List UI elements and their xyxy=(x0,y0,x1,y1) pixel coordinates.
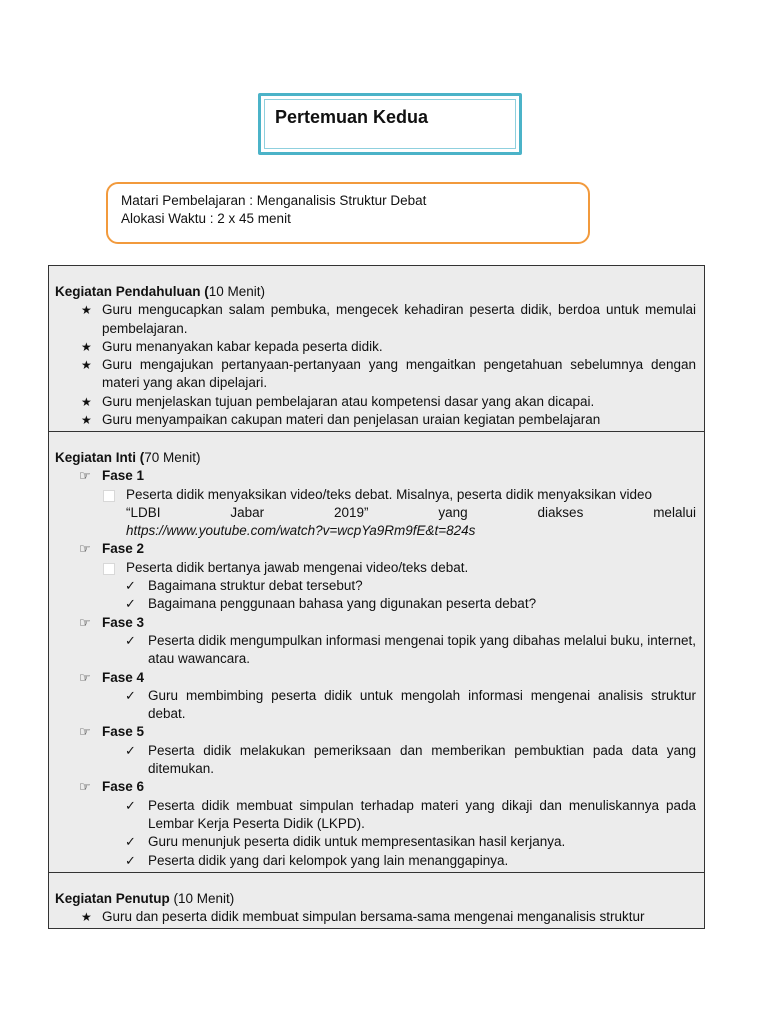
list-item: ★ Guru dan peserta didik membuat simpulan bersama-sama mengenai menganalisis struktur xyxy=(55,908,696,926)
pointing-hand-icon: ☞ xyxy=(79,614,91,630)
list-item: ✓ Guru menunjuk peserta didik untuk mempresentasikan hasil kerjanya. xyxy=(55,833,696,851)
materi-text: Matari Pembelajaran : Menganalisis Struktur Debat xyxy=(121,193,427,208)
fase-label: ☞ Fase 4 xyxy=(55,669,696,687)
pointing-hand-icon: ☞ xyxy=(79,468,91,484)
check-icon: ✓ xyxy=(125,578,136,594)
check-icon: ✓ xyxy=(125,742,136,758)
section-pendahuluan xyxy=(49,266,704,432)
star-bullet-icon: ★ xyxy=(81,413,92,428)
list-item: ★ Guru mengucapkan salam pembuka, mengecek kehadiran peserta didik, berdoa untuk memulai pembelajaran. xyxy=(81,302,696,336)
section-penutup xyxy=(49,873,704,928)
check-icon: ✓ xyxy=(125,596,136,612)
fase-label: ☞ Fase 5 xyxy=(55,723,696,741)
activity-table xyxy=(48,265,705,929)
list-item: ★ Guru mengajukan pertanyaan-pertanyaan yang mengaitkan pengetahuan sebelumnya dengan materi yang akan dipelajari. xyxy=(81,357,696,391)
check-icon: ✓ xyxy=(125,687,136,703)
fase-label: ☞ Fase 1 xyxy=(55,467,696,485)
section-heading: Kegiatan Inti (70 Menit) xyxy=(55,450,201,465)
box-bullet-icon xyxy=(103,563,115,575)
fase-label: ☞ Fase 2 xyxy=(55,540,696,558)
list-item: ★ Guru menanyakan kabar kepada peserta didik. xyxy=(55,338,696,356)
list-item: ✓ Bagaimana penggunaan bahasa yang digunakan peserta debat? xyxy=(55,595,696,613)
page-title: Pertemuan Kedua xyxy=(275,107,429,127)
check-icon: ✓ xyxy=(125,632,136,648)
check-icon: ✓ xyxy=(125,797,136,813)
list-item: Peserta didik menyaksikan video/teks debat. Misalnya, peserta didik menyaksikan video “LDBI Jabar 2019” yang diakses melalui https://www.youtube.com/watch?v=wcpYa9Rm9fE&t=824s xyxy=(55,486,696,541)
star-bullet-icon: ★ xyxy=(81,358,92,373)
alokasi-text: Alokasi Waktu : 2 x 45 menit xyxy=(121,211,291,226)
star-bullet-icon: ★ xyxy=(81,910,92,925)
star-bullet-icon: ★ xyxy=(81,339,92,354)
list-item: ★ Guru menjelaskan tujuan pembelajaran atau kompetensi dasar yang akan dicapai. xyxy=(55,393,696,411)
check-icon: ✓ xyxy=(125,834,136,850)
fase-label: ☞ Fase 3 xyxy=(55,614,696,632)
box-bullet-icon xyxy=(103,490,115,502)
star-bullet-icon: ★ xyxy=(81,303,92,318)
star-bullet-icon: ★ xyxy=(81,394,92,409)
list-item: ✓ Peserta didik melakukan pemeriksaan dan memberikan pembuktian pada data yang ditemukan. xyxy=(125,742,696,777)
title-box xyxy=(258,93,522,155)
list-item: ✓ Peserta didik yang dari kelompok yang lain menanggapinya. xyxy=(55,852,696,870)
list-item: ✓ Bagaimana struktur debat tersebut? xyxy=(55,577,696,595)
pointing-hand-icon: ☞ xyxy=(79,724,91,740)
section-inti xyxy=(49,432,704,873)
pointing-hand-icon: ☞ xyxy=(79,779,91,795)
section-heading: Kegiatan Penutup (10 Menit) xyxy=(55,891,235,906)
list-item: ★ Guru menyampaikan cakupan materi dan penjelasan uraian kegiatan pembelajaran xyxy=(55,411,696,429)
video-link: https://www.youtube.com/watch?v=wcpYa9Rm9fE&t=824s xyxy=(126,523,476,539)
check-icon: ✓ xyxy=(125,852,136,868)
list-item: ✓ Peserta didik membuat simpulan terhadap materi yang dikaji dan menuliskannya pada Lembar Kerja Peserta Didik (LKPD). xyxy=(125,797,696,831)
pointing-hand-icon: ☞ xyxy=(79,669,91,685)
list-item: ✓ Guru membimbing peserta didik untuk mengolah informasi mengenai analisis struktur debat. xyxy=(125,687,696,722)
fase-label: ☞ Fase 6 xyxy=(55,778,696,796)
section-heading: Kegiatan Pendahuluan (10 Menit) xyxy=(55,284,266,299)
pointing-hand-icon: ☞ xyxy=(79,541,91,557)
list-item: Peserta didik bertanya jawab mengenai video/teks debat. xyxy=(55,559,696,577)
list-item: ✓ Peserta didik mengumpulkan informasi mengenai topik yang dibahas melalui buku, internet, atau wawancara. xyxy=(125,632,696,667)
info-box xyxy=(106,182,590,244)
